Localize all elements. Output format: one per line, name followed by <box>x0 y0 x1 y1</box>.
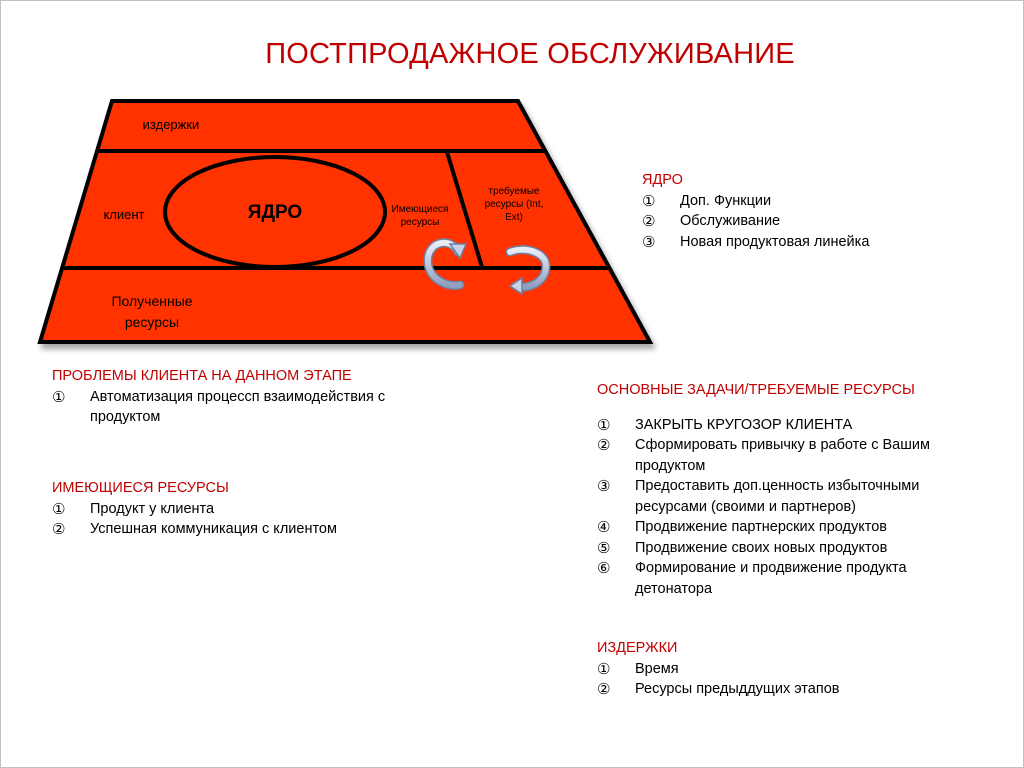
item-number: ② <box>597 436 611 454</box>
list-item <box>52 499 452 520</box>
item-text: Продукт у клиента <box>90 500 215 517</box>
label-required-1: требуемые <box>488 186 540 197</box>
available-resources-heading: ИМЕЮЩИЕСЯ РЕСУРСЫ <box>52 480 229 496</box>
label-required-2: ресурсы (Int, <box>484 199 544 210</box>
item-text-line1: Автоматизация процессп взаимодействия с <box>90 388 386 405</box>
item-number: ① <box>52 387 66 406</box>
label-obtained-2: ресурсы <box>124 314 180 330</box>
item-text-line1: Предоставить доп.ценность избыточными <box>635 478 920 494</box>
item-number: ① <box>52 499 66 518</box>
item-number: ② <box>52 520 66 538</box>
item-number: ② <box>597 680 611 698</box>
list-item <box>597 415 997 436</box>
list-item <box>597 538 997 559</box>
label-costs: издержки <box>142 117 200 132</box>
item-number: ① <box>642 191 656 210</box>
item-text-line2: продуктом <box>90 409 161 425</box>
item-text-line1: Формирование и продвижение продукта <box>635 560 907 576</box>
item-text: Продвижение своих новых продуктов <box>635 539 888 556</box>
list-item <box>597 659 997 680</box>
core-list <box>642 170 1002 252</box>
list-item <box>642 232 1002 253</box>
item-number: ⑥ <box>597 559 611 577</box>
list-item <box>597 435 997 476</box>
costs-heading: ИЗДЕРЖКИ <box>597 640 678 656</box>
item-number: ① <box>597 659 611 678</box>
label-core: ЯДРО <box>247 202 303 223</box>
item-text-line2: детонатора <box>635 580 713 597</box>
tasks-heading: ОСНОВНЫЕ ЗАДАЧИ/ТРЕБУЕМЫЕ РЕСУРСЫ <box>597 382 915 398</box>
list-item <box>52 387 452 428</box>
tasks-list <box>597 380 997 599</box>
label-client: клиент <box>103 207 145 222</box>
list-item <box>597 558 997 599</box>
item-text: Новая продуктовая линейка <box>680 233 870 250</box>
problems-heading: ПРОБЛЕМЫ КЛИЕНТА НА ДАННОМ ЭТАПЕ <box>52 368 352 384</box>
item-number: ③ <box>642 232 656 251</box>
list-item <box>597 679 997 700</box>
list-item <box>597 476 997 517</box>
item-text: Обслуживание <box>680 213 781 229</box>
item-text: Время <box>635 660 679 677</box>
costs-list <box>597 638 997 700</box>
problems-list <box>52 366 452 428</box>
item-number: ⑤ <box>597 538 611 557</box>
list-item <box>642 211 1002 232</box>
slide-title: ПОСТПРОДАЖНОЕ ОБСЛУЖИВАНИЕ <box>265 38 795 70</box>
item-text: Ресурсы предыддущих этапов <box>635 681 840 697</box>
list-item <box>597 517 997 538</box>
item-number: ① <box>597 415 611 434</box>
core-list-heading: ЯДРО <box>642 172 683 188</box>
item-text: Успешная коммуникация с клиентом <box>90 521 337 537</box>
list-item <box>52 519 452 540</box>
item-text-line2: ресурсами (своими и партнеров) <box>635 498 856 515</box>
item-text: ЗАКРЫТЬ КРУГОЗОР КЛИЕНТА <box>635 416 853 433</box>
item-number: ④ <box>597 518 611 536</box>
available-resources-list <box>52 478 452 540</box>
item-number: ② <box>642 212 656 230</box>
label-required-3: Ext) <box>505 212 523 223</box>
item-text: Доп. Функции <box>680 192 772 209</box>
label-available-2: ресурсы <box>400 217 440 228</box>
item-text-line2: продуктом <box>635 457 706 474</box>
label-available-1: Имеющиеся <box>391 204 449 215</box>
list-item <box>642 191 1002 212</box>
item-text-line1: Сформировать привычку в работе с Вашим <box>635 437 930 453</box>
label-obtained-1: Полученные <box>111 293 193 309</box>
item-text: Продвижение партнерских продуктов <box>635 519 887 535</box>
item-number: ③ <box>597 477 611 495</box>
